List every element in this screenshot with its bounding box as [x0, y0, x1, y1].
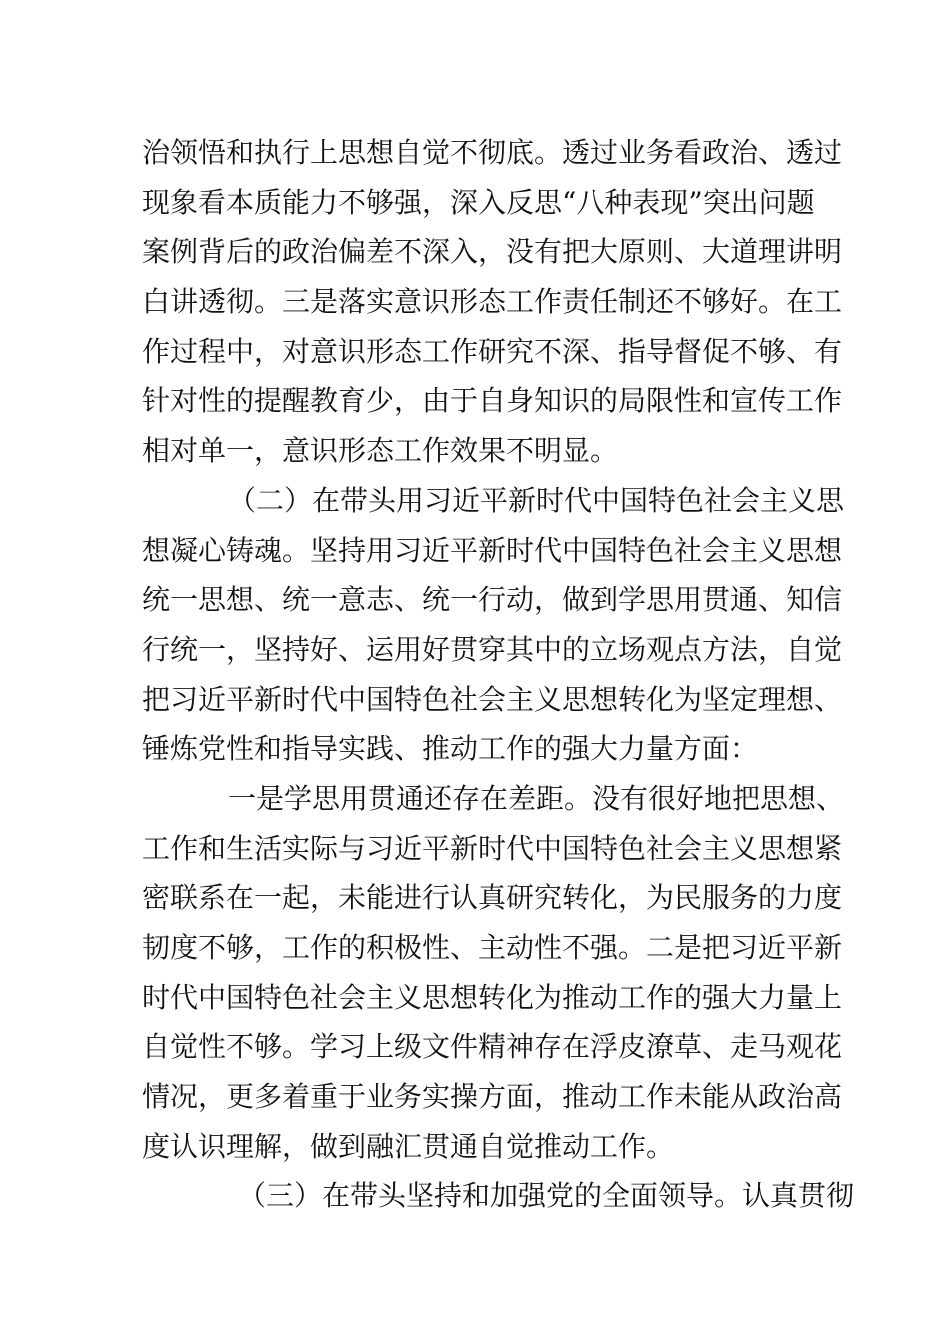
text-line: 作过程中，对意识形态工作研究不深、指导督促不够、有 [142, 334, 843, 368]
text-line: 情况，更多着重于业务实操方面，推动工作未能从政治高 [142, 1080, 843, 1114]
text-line: 相对单一，意识形态工作效果不明显。 [142, 434, 619, 468]
text-line: 锤炼党性和指导实践、推动工作的强大力量方面： [142, 732, 759, 766]
text-line: 密联系在一起，未能进行认真研究转化，为民服务的力度 [142, 881, 843, 915]
text-line: 把习近平新时代中国特色社会主义思想转化为坚定理想、 [142, 682, 843, 716]
paragraph-first-line: 一是学思用贯通还存在差距。没有很好地把思想、 [228, 781, 845, 815]
text-line: 工作和生活实际与习近平新时代中国特色社会主义思想紧 [142, 831, 843, 865]
section-heading-line: （二）在带头用习近平新时代中国特色社会主义思 [228, 483, 845, 517]
text-line: 针对性的提醒教育少，由于自身知识的局限性和宣传工作 [142, 384, 843, 418]
text-line: 时代中国特色社会主义思想转化为推动工作的强大力量上 [142, 980, 843, 1014]
section-heading-line: （三）在带头坚持和加强党的全面领导。认真贯彻 [238, 1179, 855, 1213]
text-line: 现象看本质能力不够强，深入反思“八种表现”突出问题 [142, 185, 815, 219]
text-line: 案例背后的政治偏差不深入，没有把大原则、大道理讲明 [142, 235, 843, 269]
text-line: 治领悟和执行上思想自觉不彻底。透过业务看政治、透过 [142, 136, 843, 169]
text-line: 行统一，坚持好、运用好贯穿其中的立场观点方法，自觉 [142, 632, 843, 666]
text-line: 想凝心铸魂。坚持用习近平新时代中国特色社会主义思想 [142, 533, 843, 567]
text-line: 自觉性不够。学习上级文件精神存在浮皮潦草、走马观花 [142, 1030, 843, 1064]
document-body [142, 128, 855, 1221]
text-line: 白讲透彻。三是落实意识形态工作责任制还不够好。在工 [142, 285, 843, 319]
text-line: 度认识理解，做到融汇贯通自觉推动工作。 [142, 1129, 675, 1163]
text-line: 韧度不够，工作的积极性、主动性不强。二是把习近平新 [142, 931, 843, 964]
text-line: 统一思想、统一意志、统一行动，做到学思用贯通、知信 [142, 583, 843, 617]
